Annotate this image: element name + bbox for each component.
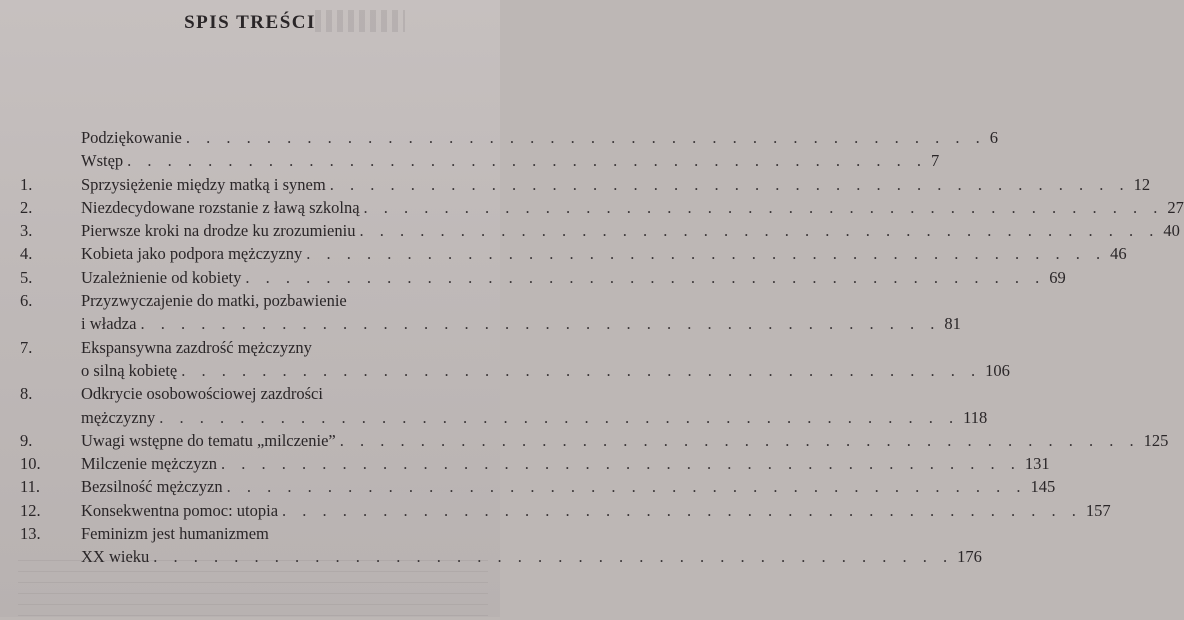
chapter-title: Milczenie mężczyzn: [81, 454, 218, 474]
toc-entry-line: [20, 429, 1169, 452]
chapter-number: 7.: [20, 337, 33, 357]
chapter-title: Przyzwyczajenie do matki, pozbawienie: [81, 291, 347, 311]
chapter-title: XX wieku: [81, 547, 150, 567]
toc-entry: [20, 475, 1056, 498]
chapter-title: i władza: [81, 314, 137, 334]
page-number: 176: [957, 547, 982, 567]
toc-entry-line: [20, 126, 998, 149]
toc-entry: [20, 219, 1180, 242]
chapter-number: 8.: [20, 384, 33, 404]
toc-entry-line: [20, 545, 982, 568]
chapter-title: Konsekwentna pomoc: utopia: [81, 500, 279, 520]
dot-leader: . . . . . . . . . . . . . . . . . . . . . . . . . . . . . . . . . . . . . . . .: [153, 547, 954, 567]
dot-leader: . . . . . . . . . . . . . . . . . . . . . . . . . . . . . . . . . . . . . . . .: [140, 314, 941, 334]
toc-entry: [20, 452, 1050, 475]
chapter-title: o silną kobietę: [81, 360, 178, 380]
chapter-number: 6.: [20, 291, 33, 311]
chapter-number: 2.: [20, 197, 33, 217]
dot-leader: . . . . . . . . . . . . . . . . . . . . . . . . . . . . . . . . . . . . . . . .: [127, 151, 928, 171]
page-number: 131: [1024, 454, 1050, 474]
toc-entry: [20, 266, 1066, 289]
page-number: 69: [1049, 267, 1066, 287]
toc-entry: [20, 522, 982, 569]
toc-entry-line: [20, 382, 460, 405]
chapter-number: 3.: [20, 221, 33, 241]
chapter-title: Odkrycie osobowościowej zazdrości: [81, 384, 323, 404]
chapter-number: 4.: [20, 244, 33, 264]
toc-entry-line: [20, 149, 940, 172]
page-number: 145: [1030, 477, 1056, 497]
toc-entry-line: [20, 196, 1184, 219]
dot-leader: . . . . . . . . . . . . . . . . . . . . . . . . . . . . . . . . . . . . . . . .: [245, 267, 1046, 287]
table-of-contents: [20, 126, 1184, 569]
page-number: 6: [989, 128, 998, 147]
chapter-title: Bezsilność mężczyzn: [81, 477, 223, 497]
show-through-text-bottom: [18, 560, 488, 620]
chapter-title: Pierwsze kroki na drodze ku zrozumieniu: [81, 221, 356, 241]
toc-entry: [20, 126, 998, 149]
page-number: 46: [1110, 244, 1127, 264]
page-number: 118: [963, 407, 988, 427]
chapter-number: 9.: [20, 430, 33, 450]
chapter-title: Wstęp: [81, 151, 124, 171]
dot-leader: . . . . . . . . . . . . . . . . . . . . . . . . . . . . . . . . . . . . . . . .: [363, 197, 1164, 217]
page-number: 27: [1167, 197, 1184, 217]
toc-entry-line: [20, 312, 961, 335]
dot-leader: . . . . . . . . . . . . . . . . . . . . . . . . . . . . . . . . . . . . . . . .: [226, 477, 1027, 497]
dot-leader: . . . . . . . . . . . . . . . . . . . . . . . . . . . . . . . . . . . . . . . .: [306, 244, 1107, 264]
dot-leader: . . . . . . . . . . . . . . . . . . . . . . . . . . . . . . . . . . . . . . . .: [221, 454, 1021, 474]
chapter-number: 5.: [20, 267, 33, 287]
toc-entry: [20, 336, 1010, 383]
chapter-number: 11.: [20, 477, 41, 497]
chapter-title: Podziękowanie: [81, 128, 182, 147]
toc-entry: [20, 149, 940, 172]
dot-leader: . . . . . . . . . . . . . . . . . . . . . . . . . . . . . . . . . . . . . . . .: [185, 128, 986, 147]
page-number: 81: [944, 314, 961, 334]
page-number: 106: [985, 360, 1010, 380]
dot-leader: . . . . . . . . . . . . . . . . . . . . . . . . . . . . . . . . . . . . . . . .: [181, 360, 982, 380]
chapter-title: Sprzysiężenie między matką i synem: [81, 174, 326, 194]
toc-entry: [20, 499, 1111, 522]
chapter-title: Feminizm jest humanizmem: [81, 524, 269, 544]
chapter-title: Uwagi wstępne do tematu „milczenie”: [81, 430, 336, 450]
chapter-number: 13.: [20, 524, 41, 544]
chapter-title: Ekspansywna zazdrość mężczyzny: [81, 337, 312, 357]
toc-entry: [20, 289, 961, 336]
toc-entry-line: [20, 219, 1180, 242]
chapter-title: Niezdecydowane rozstanie z ławą szkolną: [81, 197, 360, 217]
dot-leader: . . . . . . . . . . . . . . . . . . . . . . . . . . . . . . . . . . . . . . . .: [282, 500, 1082, 520]
toc-entry-line: [20, 266, 1066, 289]
page-number: 125: [1143, 430, 1169, 450]
chapter-title: Uzależnienie od kobiety: [81, 267, 242, 287]
toc-entry-line: [20, 289, 460, 312]
toc-entry-line: [20, 406, 988, 429]
toc-entry-line: [20, 452, 1050, 475]
toc-entry-line: [20, 336, 460, 359]
toc-entry-line: [20, 359, 1010, 382]
page-number: 40: [1163, 221, 1180, 241]
dot-leader: . . . . . . . . . . . . . . . . . . . . . . . . . . . . . . . . . . . . . . . .: [159, 407, 960, 427]
toc-entry: [20, 173, 1151, 196]
toc-entry: [20, 382, 988, 429]
toc-entry-line: [20, 173, 1151, 196]
page-number: 12: [1133, 174, 1151, 194]
chapter-number: 10.: [20, 454, 41, 474]
dot-leader: . . . . . . . . . . . . . . . . . . . . . . . . . . . . . . . . . . . . . . . .: [329, 174, 1130, 194]
toc-entry-line: [20, 522, 460, 545]
dot-leader: . . . . . . . . . . . . . . . . . . . . . . . . . . . . . . . . . . . . . . . .: [359, 221, 1160, 241]
toc-entry: [20, 429, 1169, 452]
chapter-number: 12.: [20, 500, 41, 520]
toc-entry-line: [20, 475, 1056, 498]
toc-entry-line: [20, 499, 1111, 522]
toc-entry: [20, 196, 1184, 219]
chapter-title: mężczyzny: [81, 407, 156, 427]
page-title: SPIS TREŚCI: [184, 12, 316, 33]
toc-entry: [20, 242, 1127, 265]
toc-entry-line: [20, 242, 1127, 265]
chapter-title: Kobieta jako podpora mężczyzny: [81, 244, 303, 264]
page-number: 7: [931, 151, 940, 171]
page-number: 157: [1085, 500, 1111, 520]
dot-leader: . . . . . . . . . . . . . . . . . . . . . . . . . . . . . . . . . . . . . . . .: [339, 430, 1140, 450]
chapter-number: 1.: [20, 174, 33, 194]
